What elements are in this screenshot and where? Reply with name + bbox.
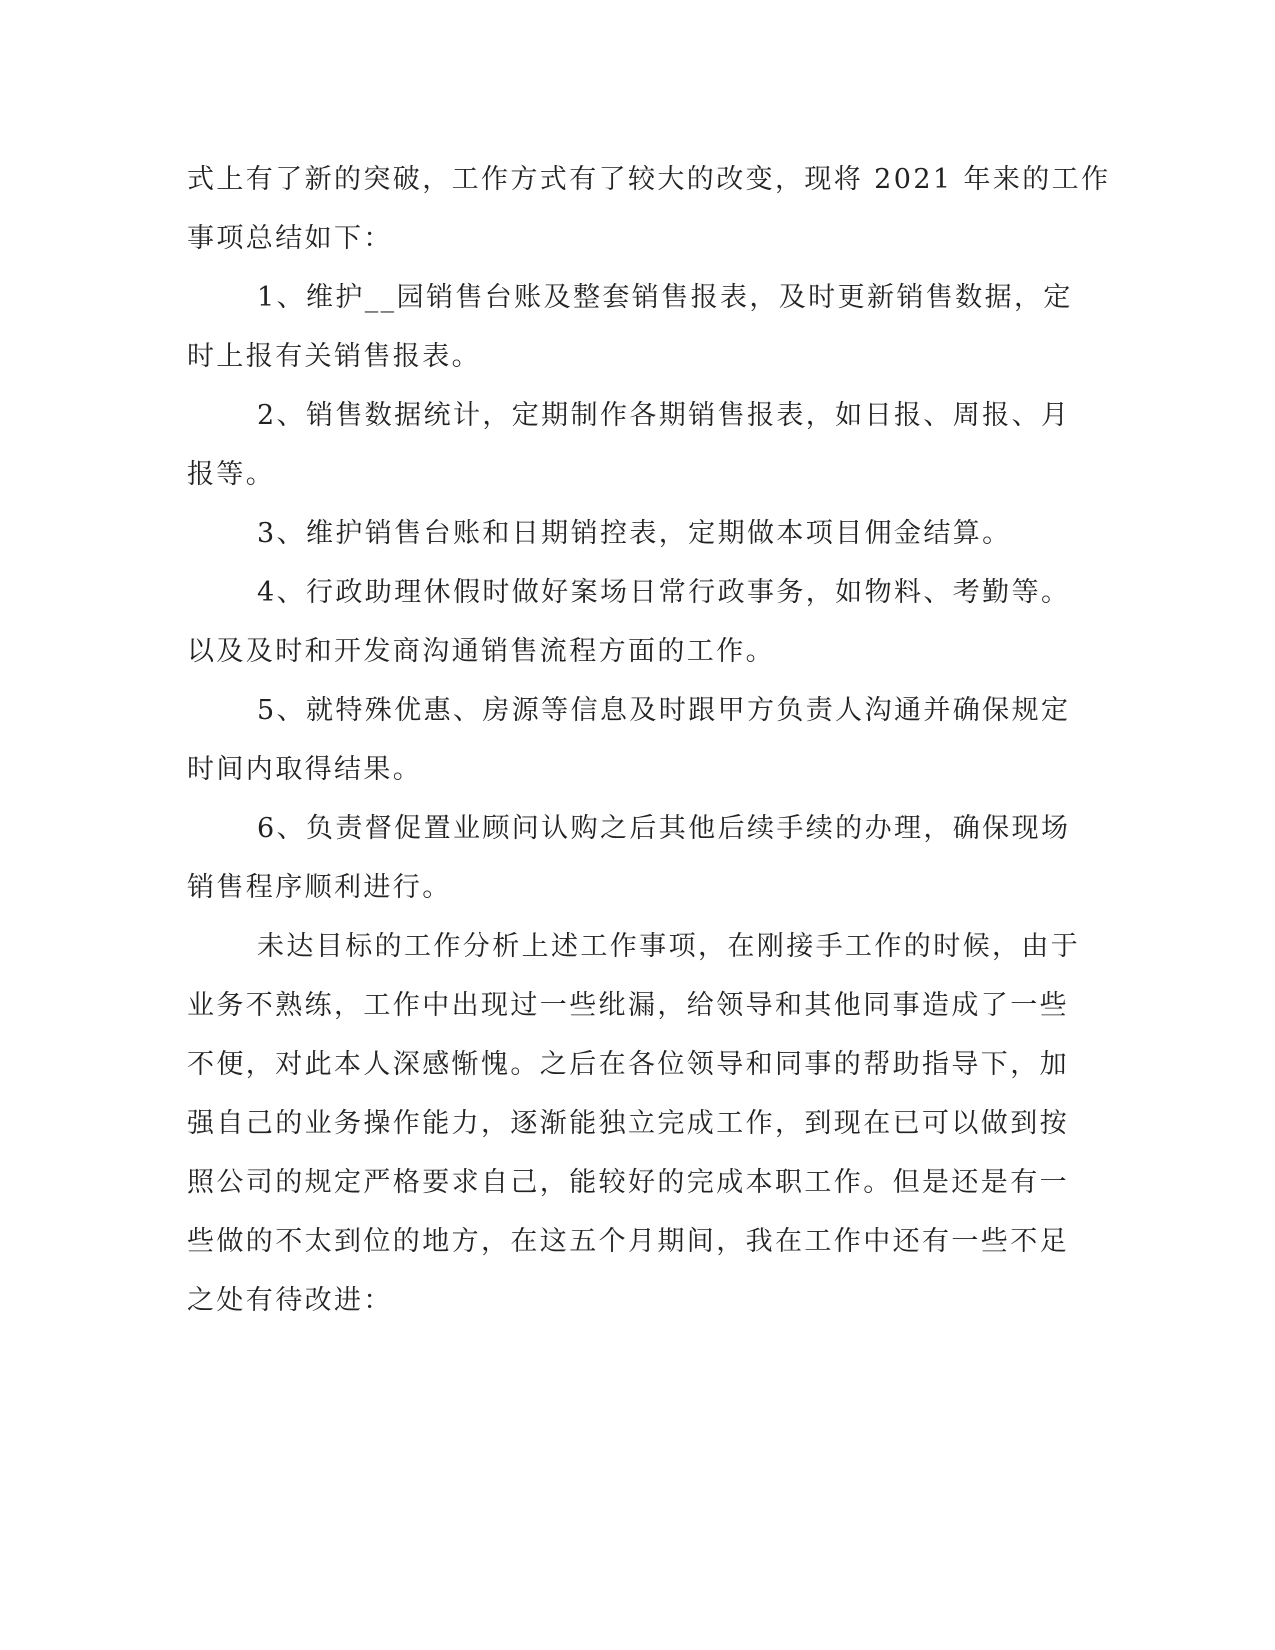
text-line: 时间内取得结果。: [187, 754, 423, 785]
text-line: 业务不熟练，工作中出现过一些纰漏，给领导和其他同事造成了一些: [187, 990, 1069, 1021]
text-line: 些做的不太到位的地方，在这五个月期间，我在工作中还有一些不足: [187, 1226, 1069, 1257]
text-line: 报等。: [187, 459, 276, 490]
text-line: 事项总结如下：: [187, 223, 393, 254]
text-line: 3、维护销售台账和日期销控表，定期做本项目佣金结算。: [257, 518, 1012, 549]
text-line: 照公司的规定严格要求自己，能较好的完成本职工作。但是还是有一: [187, 1167, 1069, 1198]
text-line: 时上报有关销售报表。: [187, 341, 481, 372]
text-line: 式上有了新的突破，工作方式有了较大的改变，现将 2021 年来的工作: [187, 164, 1111, 195]
text-line: 2、销售数据统计，定期制作各期销售报表，如日报、周报、月: [257, 400, 1071, 431]
text-line: 不便，对此本人深感惭愧。之后在各位领导和同事的帮助指导下，加: [187, 1049, 1069, 1080]
text-line: 5、就特殊优惠、房源等信息及时跟甲方负责人沟通并确保规定: [257, 695, 1071, 726]
text-line: 1、维护__园销售台账及整套销售报表，及时更新销售数据，定: [257, 282, 1073, 313]
text-line: 6、负责督促置业顾问认购之后其他后续手续的办理，确保现场: [257, 813, 1071, 844]
text-line: 之处有待改进：: [187, 1285, 393, 1316]
text-line: 强自己的业务操作能力，逐渐能独立完成工作，到现在已可以做到按: [187, 1108, 1069, 1139]
text-line: 销售程序顺利进行。: [187, 872, 452, 903]
text-line: 未达目标的工作分析上述工作事项，在刚接手工作的时候，由于: [257, 931, 1081, 962]
text-line: 4、行政助理休假时做好案场日常行政事务，如物料、考勤等。: [257, 577, 1071, 608]
text-line: 以及及时和开发商沟通销售流程方面的工作。: [187, 636, 775, 667]
